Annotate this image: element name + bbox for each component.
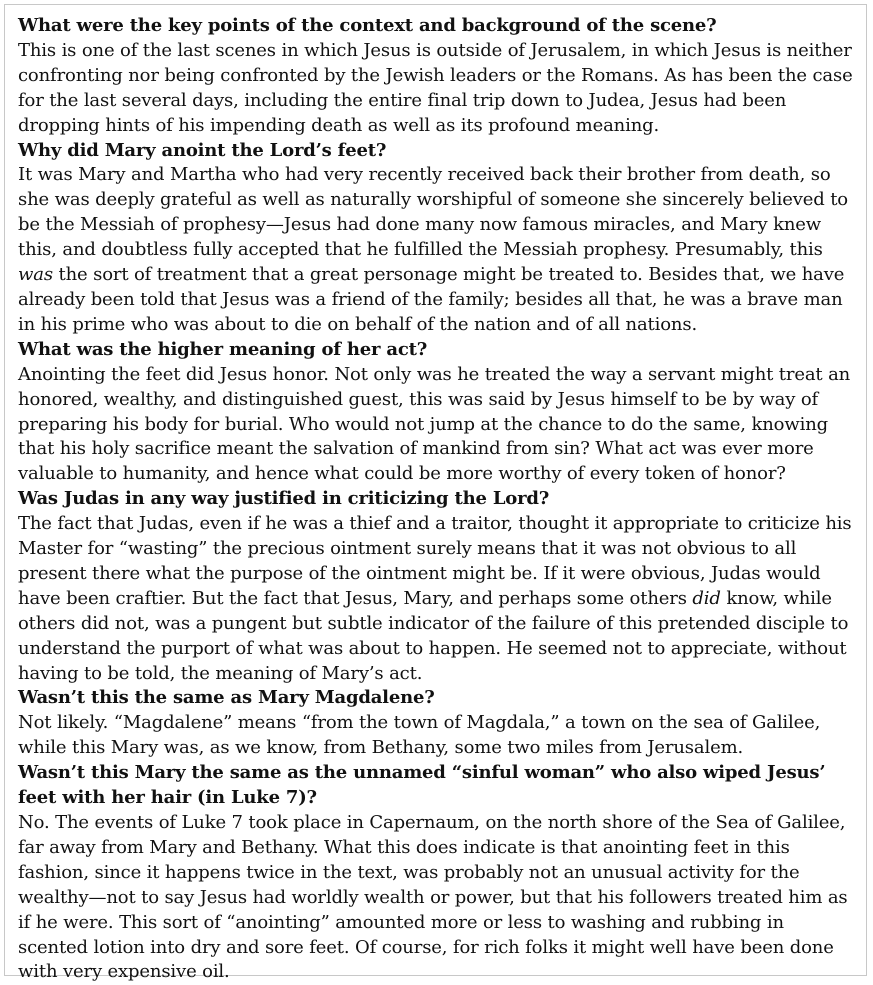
answer-paragraph: Not likely. “Magdalene” means “from the town of Magdala,” a town on the sea of Galilee, while this Mary was, as we know, from Bethany, some two miles from Jerusalem. — [18, 712, 821, 759]
question-heading: Was Judas in any way justified in criticizing the Lord? — [18, 488, 550, 510]
emphasis-text: did — [692, 587, 721, 609]
question-heading: Wasn’t this Mary the same as the unnamed “sinful woman” who also wiped Jesus’ feet with her hair (in Luke 7)? — [18, 762, 826, 809]
document-body — [18, 14, 858, 985]
answer-text: know, while others did not, was a pungent but subtle indicator of the failure of this pretended disciple to understand the purport of what was about to happen. He seemed not to appreciate, without having to be told, the meaning of Mary’s act. — [18, 587, 849, 684]
answer-paragraph: No. The events of Luke 7 took place in Capernaum, on the north shore of the Sea of Galilee, far away from Mary and Bethany. What this does indicate is that anointing feet in this fashion, since it happens twice in the text, was probably not an unusual activity for the wealthy—not to say Jesus had worldly wealth or power, but that his followers treated him as if he were. This sort of “anointing” amounted more or less to washing and rubbing in scented lotion into dry and sore feet. Of course, for rich folks it might well have been done with very expensive oil. — [18, 812, 848, 983]
answer-paragraph — [18, 163, 858, 337]
question-heading: Why did Mary anoint the Lord’s feet? — [18, 139, 387, 161]
answer-text: It was Mary and Martha who had very recently received back their brother from death, so she was deeply grateful as well as naturally worshipful of someone she sincerely believed to be the Messiah of prophesy—Jesus had done many now famous miracles, and Mary knew this, and doubtless fully accepted that he fulfilled the Messiah prophesy. Presumably, this — [18, 164, 848, 261]
question-heading: What was the higher meaning of her act? — [18, 338, 428, 360]
emphasis-text: was — [18, 264, 53, 286]
answer-text: the sort of treatment that a great personage might be treated to. Besides that, we have already been told that Jesus was a friend of the family; besides all that, he was a brave man in his prime who was about to die on behalf of the nation and of all nations. — [18, 264, 845, 335]
answer-paragraph — [18, 512, 858, 686]
question-heading: What were the key points of the context and background of the scene? — [18, 15, 717, 36]
answer-text: The fact that Judas, even if he was a thief and a traitor, thought it appropriate to criticize his Master for “wasting” the precious ointment surely means that it was not obvious to all present there what the purpose of the ointment might be. If it were obvious, Judas would have been craftier. But the fact that Jesus, Mary, and perhaps some others — [18, 513, 852, 609]
answer-paragraph: Anointing the feet did Jesus honor. Not only was he treated the way a servant might treat an honored, wealthy, and distinguished guest, this was said by Jesus himself to be by way of preparing his body for burial. Who would not jump at the chance to do the same, knowing that his holy sacrifice meant the salvation of mankind from sin? What act was ever more valuable to humanity, and hence what could be more worthy of every token of honor? — [18, 363, 851, 485]
answer-paragraph: This is one of the last scenes in which Jesus is outside of Jerusalem, in which Jesus is neither confronting nor being confronted by the Jewish leaders or the Romans. As has been the case for the last several days, including the entire final trip down to Judea, Jesus had been dropping hints of his impending death as well as its profound meaning. — [18, 39, 853, 136]
question-heading: Wasn’t this the same as Mary Magdalene? — [18, 687, 435, 709]
